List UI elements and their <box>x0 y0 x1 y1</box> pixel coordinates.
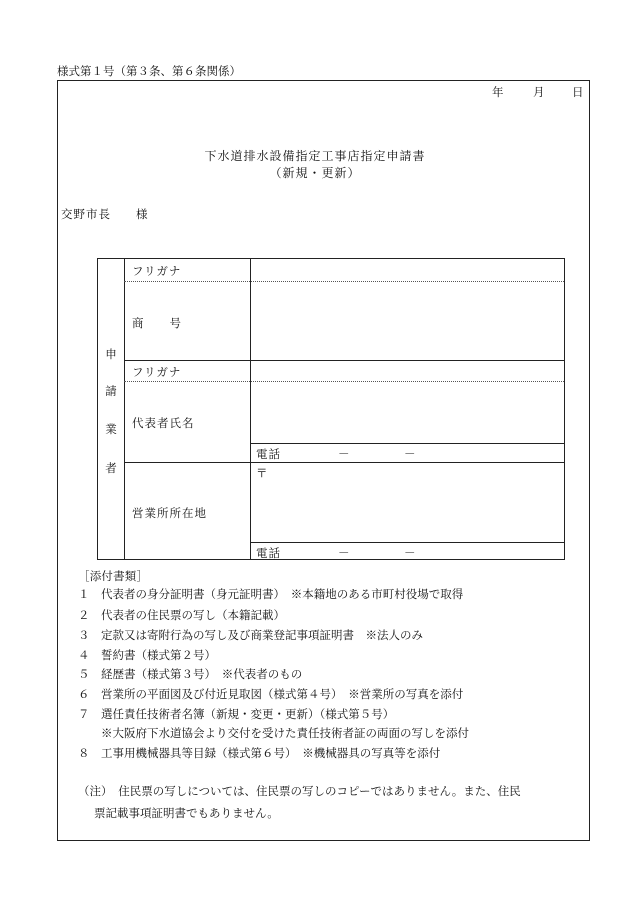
attachment-note: ※大阪府下水道協会より交付を受けた責任技術者証の両面の写しを添付 <box>101 726 469 740</box>
applicant-label-4: 者 <box>105 461 117 475</box>
furigana-field-trade[interactable] <box>256 263 556 279</box>
phone-dash-2a: － <box>338 546 351 560</box>
attachment-num: ５ <box>78 667 90 681</box>
attachment-num: ７ <box>78 707 90 721</box>
attachment-item: 定款又は寄附行為の写し及び商業登記事項証明書 ※法人のみ <box>101 628 423 642</box>
year-label: 年 <box>492 85 504 99</box>
attachment-num: １ <box>78 587 90 601</box>
phone-label-1: 電話 <box>256 447 281 461</box>
trade-name-field[interactable] <box>256 285 556 357</box>
footnote-line-2: 票記載事項証明書でもありません。 <box>94 806 279 820</box>
office-address-field[interactable] <box>256 481 556 539</box>
attachment-item: 誓約書（様式第２号） <box>101 648 216 662</box>
attachment-num: ４ <box>78 648 90 662</box>
furigana-label-trade: フリガナ <box>132 264 182 278</box>
attachments-heading: ［添付書類］ <box>78 569 149 583</box>
applicant-label-2: 請 <box>105 384 117 398</box>
attachment-item: 経歴書（様式第３号） ※代表者のもの <box>101 667 303 681</box>
applicant-label-1: 申 <box>105 347 117 361</box>
footnote-line-1: （注） 住民票の写しについては、住民票の写しのコピーではありません。また、住民 <box>78 784 521 798</box>
form-number-label: 様式第１号（第３条、第６条関係） <box>57 64 241 78</box>
attachment-num: ２ <box>78 608 90 622</box>
addressee: 交野市長 様 <box>61 207 149 221</box>
attachment-item: 代表者の身分証明書（身元証明書） ※本籍地のある市町村役場で取得 <box>101 587 464 601</box>
phone-dash-1a: － <box>338 447 351 461</box>
applicant-label-3: 業 <box>105 422 117 436</box>
attachment-item: 工事用機械器具等目録（様式第６号） ※機械器具の写真等を添付 <box>101 746 441 760</box>
day-label: 日 <box>572 85 584 99</box>
representative-name-label: 代表者氏名 <box>132 416 195 430</box>
attachment-item: 選任責任技術者名簿（新規・変更・更新）（様式第５号） <box>101 707 395 721</box>
phone-dash-1b: － <box>404 447 417 461</box>
representative-name-field[interactable] <box>256 385 556 440</box>
attachment-item: 代表者の住民票の写し（本籍記載） <box>101 608 285 622</box>
office-address-label: 営業所所在地 <box>132 506 207 520</box>
attachment-num: ８ <box>78 746 90 760</box>
month-label: 月 <box>533 85 545 99</box>
phone-label-2: 電話 <box>256 546 281 560</box>
phone-dash-2b: － <box>404 546 417 560</box>
applicant-table <box>97 258 565 560</box>
trade-name-label: 商 号 <box>132 316 182 330</box>
document-title: 下水道排水設備指定工事店指定申請書 <box>204 149 426 163</box>
document-subtitle: （新規・更新） <box>269 166 361 180</box>
attachment-item: 営業所の平面図及び付近見取図（様式第４号） ※営業所の写真を添付 <box>101 687 464 701</box>
attachment-num: ６ <box>78 687 90 701</box>
furigana-label-rep: フリガナ <box>132 365 182 379</box>
postal-mark: 〒 <box>256 466 269 480</box>
attachment-num: ３ <box>78 628 90 642</box>
furigana-field-rep[interactable] <box>256 364 556 380</box>
